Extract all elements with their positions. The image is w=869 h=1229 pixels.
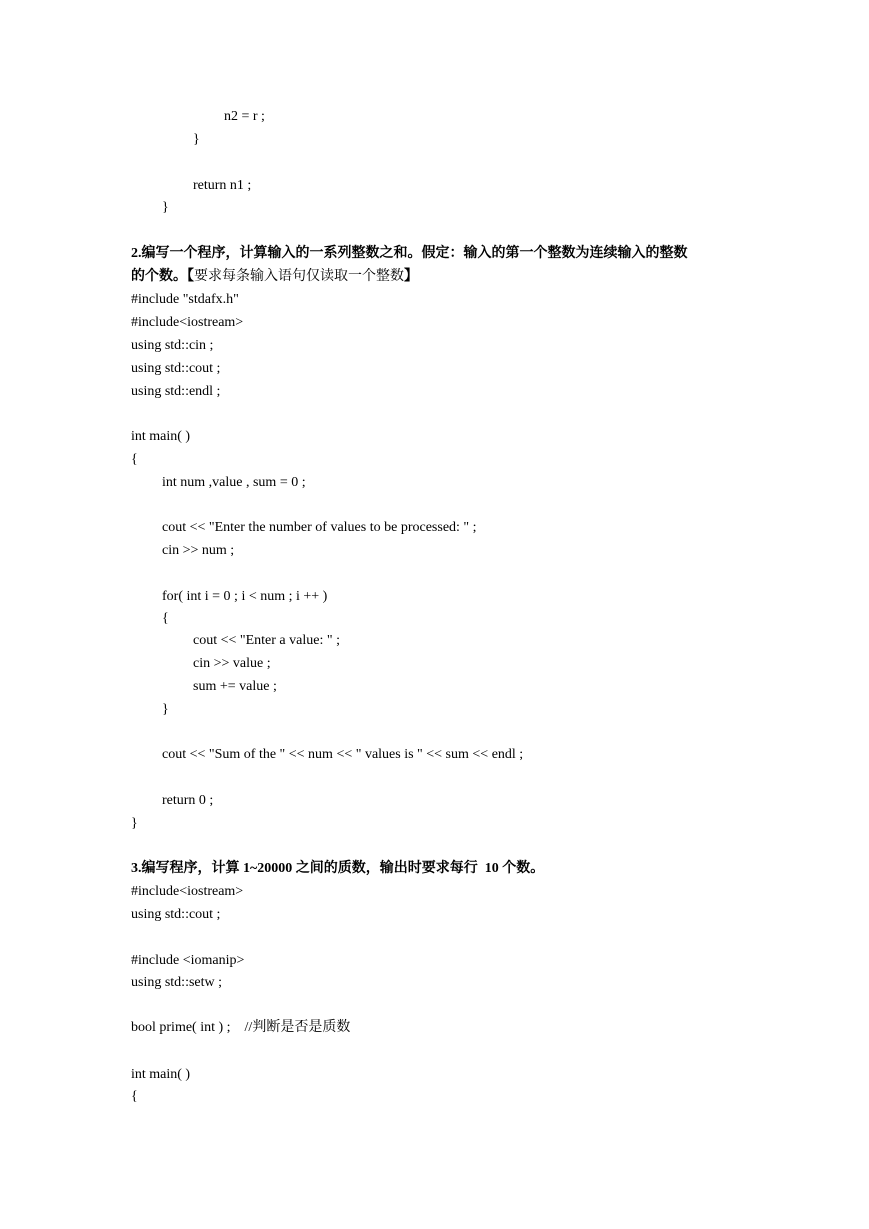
code-line: int num ,value , sum = 0 ; — [162, 475, 306, 490]
code-line: } — [162, 200, 169, 215]
question-2-title-part: 的个数。【 — [131, 269, 194, 284]
code-line: int main( ) — [131, 1067, 191, 1082]
code-line: cout << "Enter a value: " ; — [193, 633, 340, 648]
code-line: } — [131, 816, 138, 831]
code-line: } — [193, 132, 200, 147]
code-line: #include <iomanip> — [131, 953, 245, 968]
code-line: using std::cout ; — [131, 907, 221, 922]
code-line: return 0 ; — [162, 793, 214, 808]
code-line: using std::cout ; — [131, 361, 221, 376]
code-line: { — [162, 611, 169, 626]
question-2-title: 2.编写一个程序，计算输入的一系列整数之和。假定：输入的第一个整数为连续输入的整数 — [131, 246, 688, 261]
code-line: #include<iostream> — [131, 884, 244, 899]
code-line: sum += value ; — [193, 679, 277, 694]
code-line: cin >> num ; — [162, 543, 235, 558]
question-2-title-line2 — [131, 266, 418, 288]
code-line: using std::cin ; — [131, 338, 214, 353]
code-line: { — [131, 1089, 138, 1104]
code-line: int main( ) — [131, 429, 191, 444]
code-line: n2 = r ; — [224, 109, 265, 124]
code-line: using std::setw ; — [131, 975, 223, 990]
code-line: { — [131, 452, 138, 467]
code-line: cout << "Enter the number of values to be processed: " ; — [162, 520, 477, 535]
question-2-title-end: 】 — [404, 269, 418, 284]
code-line: using std::endl ; — [131, 384, 221, 399]
code-line: for( int i = 0 ; i < num ; i ++ ) — [162, 589, 328, 604]
code-line: } — [162, 702, 169, 717]
question-3-title: 3.编写程序，计算 1~20000 之间的质数，输出时要求每行 10 个数。 — [131, 861, 545, 876]
code-line: #include<iostream> — [131, 315, 244, 330]
code-line: cout << "Sum of the " << num << " values is " << sum << endl ; — [162, 747, 524, 762]
code-line: cin >> value ; — [193, 656, 271, 671]
question-2-requirement: 要求每条输入语句仅读取一个整数 — [194, 269, 404, 284]
code-line: bool prime( int ) ; //判断是否是质数 — [131, 1020, 351, 1035]
code-line: return n1 ; — [193, 178, 252, 193]
code-line: #include "stdafx.h" — [131, 292, 239, 307]
